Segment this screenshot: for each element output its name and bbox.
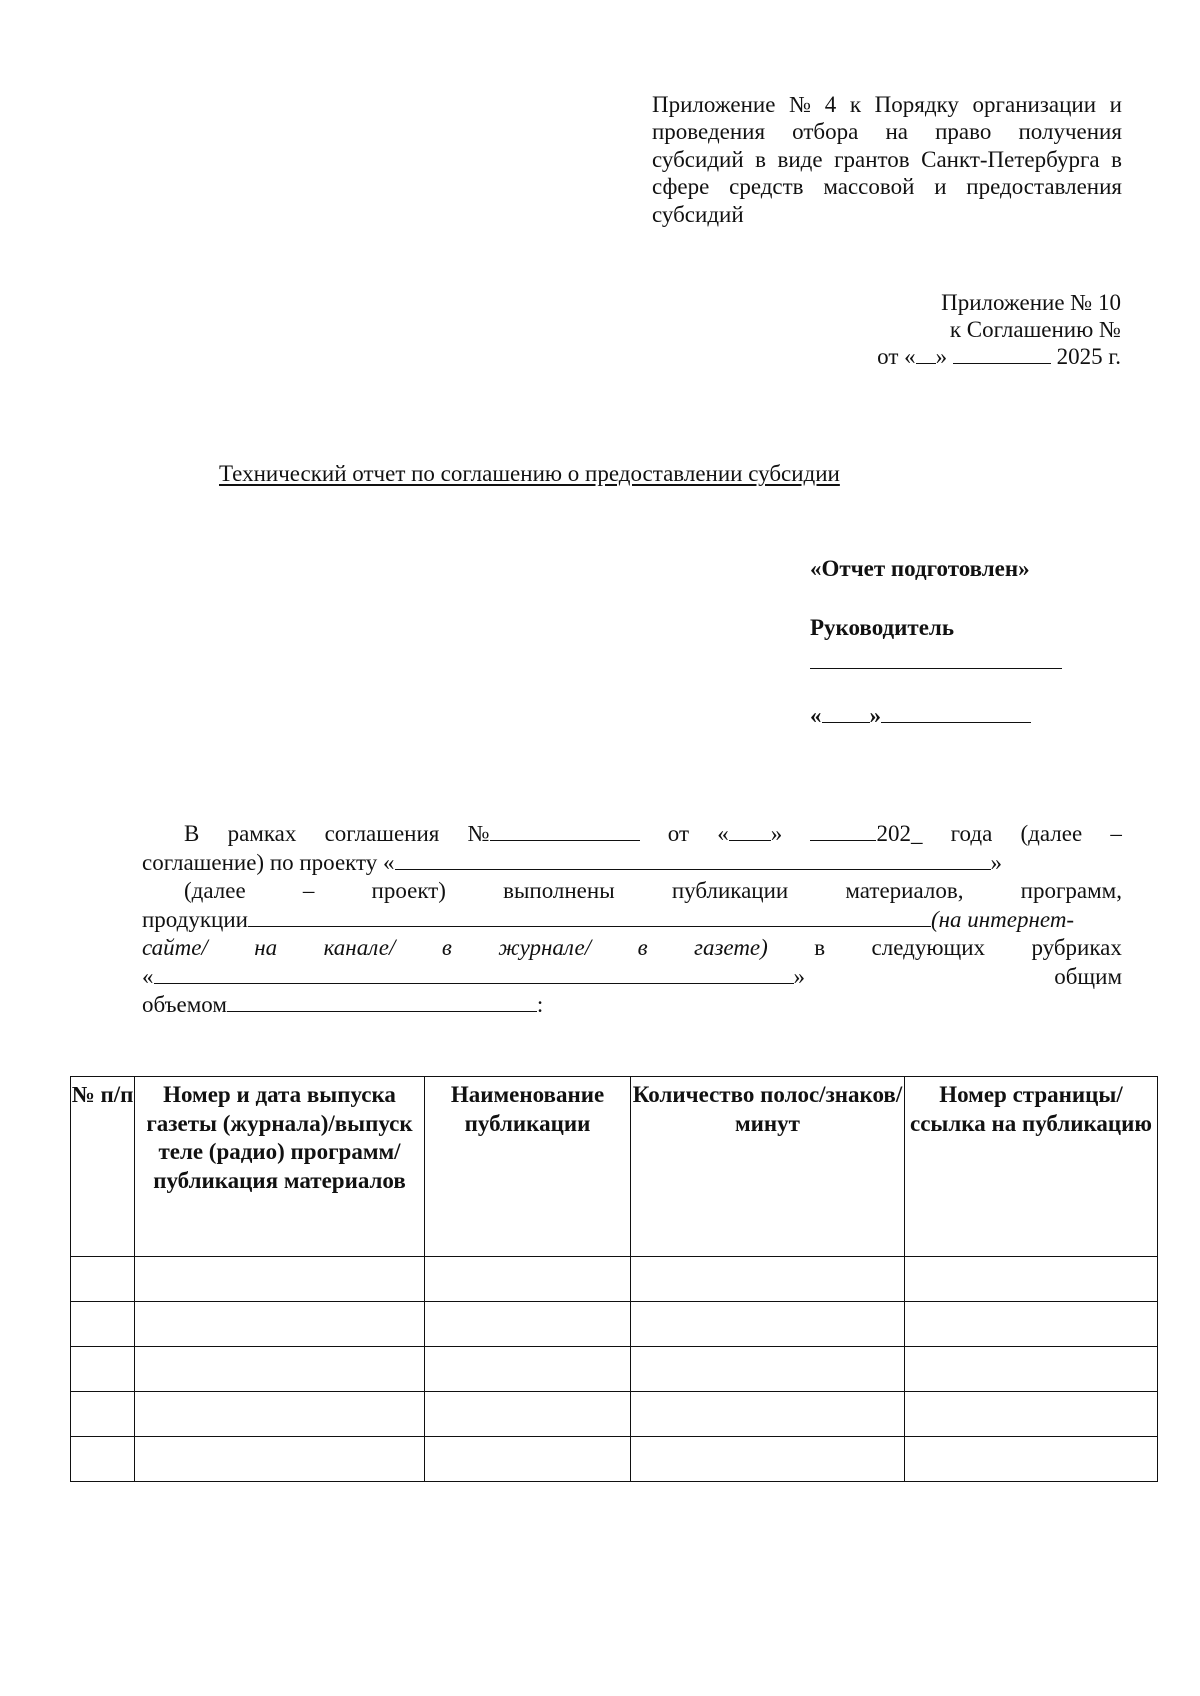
annex-word: право (935, 119, 992, 145)
annex-line (652, 173, 1122, 200)
table-cell[interactable] (425, 1347, 631, 1392)
annex-word: организации (972, 92, 1097, 117)
annex-word: в (755, 146, 766, 172)
table-cell[interactable] (905, 1437, 1158, 1482)
table-cell[interactable] (425, 1257, 631, 1302)
head-label: Руководитель (810, 615, 954, 640)
agreement-number-line: к Соглашению № (949, 317, 1121, 342)
table-cell[interactable] (135, 1257, 425, 1302)
annex-word: проведения (652, 119, 766, 145)
annex-line-last: субсидий (652, 201, 744, 227)
table-cell[interactable] (425, 1302, 631, 1347)
annex-word: предоставления (966, 174, 1122, 200)
agreement-number-blank[interactable] (490, 821, 640, 841)
sign-date-close: » (869, 703, 881, 728)
table-cell[interactable] (905, 1392, 1158, 1437)
agreement-annex-number: Приложение № 10 (941, 290, 1121, 315)
table-cell[interactable] (631, 1257, 905, 1302)
annex-word: Порядку (874, 92, 959, 117)
paragraph-line-4: продукции (на интернет- (142, 906, 1075, 932)
paragraph-line-1: В рамках соглашения № от « » 202_ года (далее – (184, 821, 1122, 846)
table-cell[interactable] (631, 1347, 905, 1392)
table-cell[interactable] (71, 1257, 135, 1302)
sign-month-blank[interactable] (881, 702, 1031, 723)
annex-word: Приложение (652, 92, 776, 117)
annex-word: № (789, 92, 812, 117)
table-cell[interactable] (905, 1347, 1158, 1392)
table-header-row (71, 1077, 1158, 1257)
products-blank[interactable] (248, 907, 931, 927)
table-row (71, 1257, 1158, 1302)
table-cell[interactable] (135, 1302, 425, 1347)
table-row (71, 1437, 1158, 1482)
project-name-blank[interactable] (395, 850, 991, 870)
sign-date-open: « (810, 703, 822, 728)
report-prepared-label: «Отчет подготовлен» (810, 556, 1030, 581)
table-cell[interactable] (135, 1392, 425, 1437)
signature-date (810, 702, 1031, 729)
table-cell[interactable] (135, 1437, 425, 1482)
table-cell[interactable] (631, 1437, 905, 1482)
agreement-reference (801, 289, 1121, 370)
table-row (71, 1302, 1158, 1347)
table-cell[interactable] (905, 1302, 1158, 1347)
table-cell[interactable] (905, 1257, 1158, 1302)
signature-line[interactable] (810, 668, 1062, 669)
table-body (71, 1257, 1158, 1482)
annex-word: 4 (824, 92, 837, 117)
col-header-title: Наименование публикации (425, 1077, 631, 1257)
annex-line (652, 91, 1122, 118)
sign-day-blank[interactable] (822, 702, 870, 723)
agreement-month-blank[interactable] (810, 821, 876, 841)
volume-blank[interactable] (227, 992, 537, 1012)
annex-word: и (1109, 92, 1122, 117)
annex-word: средств (729, 174, 804, 200)
paragraph-line-2: соглашение) по проекту « » (142, 849, 1003, 875)
annex-word: и (934, 174, 947, 200)
col-header-volume: Количество полос/знаков/минут (631, 1077, 905, 1257)
annex-word: сфере (652, 174, 710, 200)
table-cell[interactable] (71, 1302, 135, 1347)
day-blank[interactable] (916, 345, 936, 364)
annex-line (652, 146, 1122, 173)
agreement-day-blank[interactable] (729, 821, 771, 841)
annex-word: Санкт-Петербурга (921, 146, 1100, 172)
year-label: 2025 г. (1056, 344, 1121, 369)
paragraph-line-7: объемом : (142, 992, 544, 1017)
table-cell[interactable] (425, 1392, 631, 1437)
col-header-number: № п/п (71, 1077, 135, 1257)
table-cell[interactable] (425, 1437, 631, 1482)
month-blank[interactable] (953, 345, 1051, 364)
table-cell[interactable] (631, 1392, 905, 1437)
annex-word: виде (777, 146, 823, 172)
table-cell[interactable] (631, 1302, 905, 1347)
annex-word: массовой (823, 174, 915, 200)
table-cell[interactable] (71, 1437, 135, 1482)
annex-word: в (1111, 146, 1122, 172)
table-cell[interactable] (71, 1392, 135, 1437)
table-cell[interactable] (71, 1347, 135, 1392)
col-header-link: Номер страницы/ссылка на публикацию (905, 1077, 1158, 1257)
annex-word: к (849, 92, 862, 117)
rubrics-blank[interactable] (154, 964, 794, 984)
annex-word: на (885, 119, 908, 145)
table-row (71, 1347, 1158, 1392)
annex-word: отбора (792, 119, 859, 145)
report-paragraph (142, 820, 1122, 1020)
table-cell[interactable] (135, 1347, 425, 1392)
date-quote-close: » (935, 344, 948, 369)
publications-table (70, 1076, 1158, 1482)
annex-word: грантов (834, 146, 910, 172)
date-from-label: от « (877, 344, 916, 369)
document-title: Технический отчет по соглашению о предоставлении субсидии (219, 461, 840, 486)
col-header-issue: Номер и дата выпуска газеты (журнала)/выпуск теле (радио) программ/публикация материалов (135, 1077, 425, 1257)
paragraph-line-6: « » общим (142, 963, 1122, 989)
paragraph-line-5: сайте/ на канале/ в журнале/ в газете) в следующих рубриках (142, 935, 1122, 960)
annex-line (652, 118, 1122, 145)
paragraph-line-3: (далее – проект) выполнены публикации материалов, программ, (184, 878, 1122, 903)
agreement-date-line (801, 343, 1121, 370)
table-row (71, 1392, 1158, 1437)
annex-word: субсидий (652, 146, 744, 172)
annex-note (652, 91, 1122, 228)
annex-word: получения (1018, 119, 1122, 145)
